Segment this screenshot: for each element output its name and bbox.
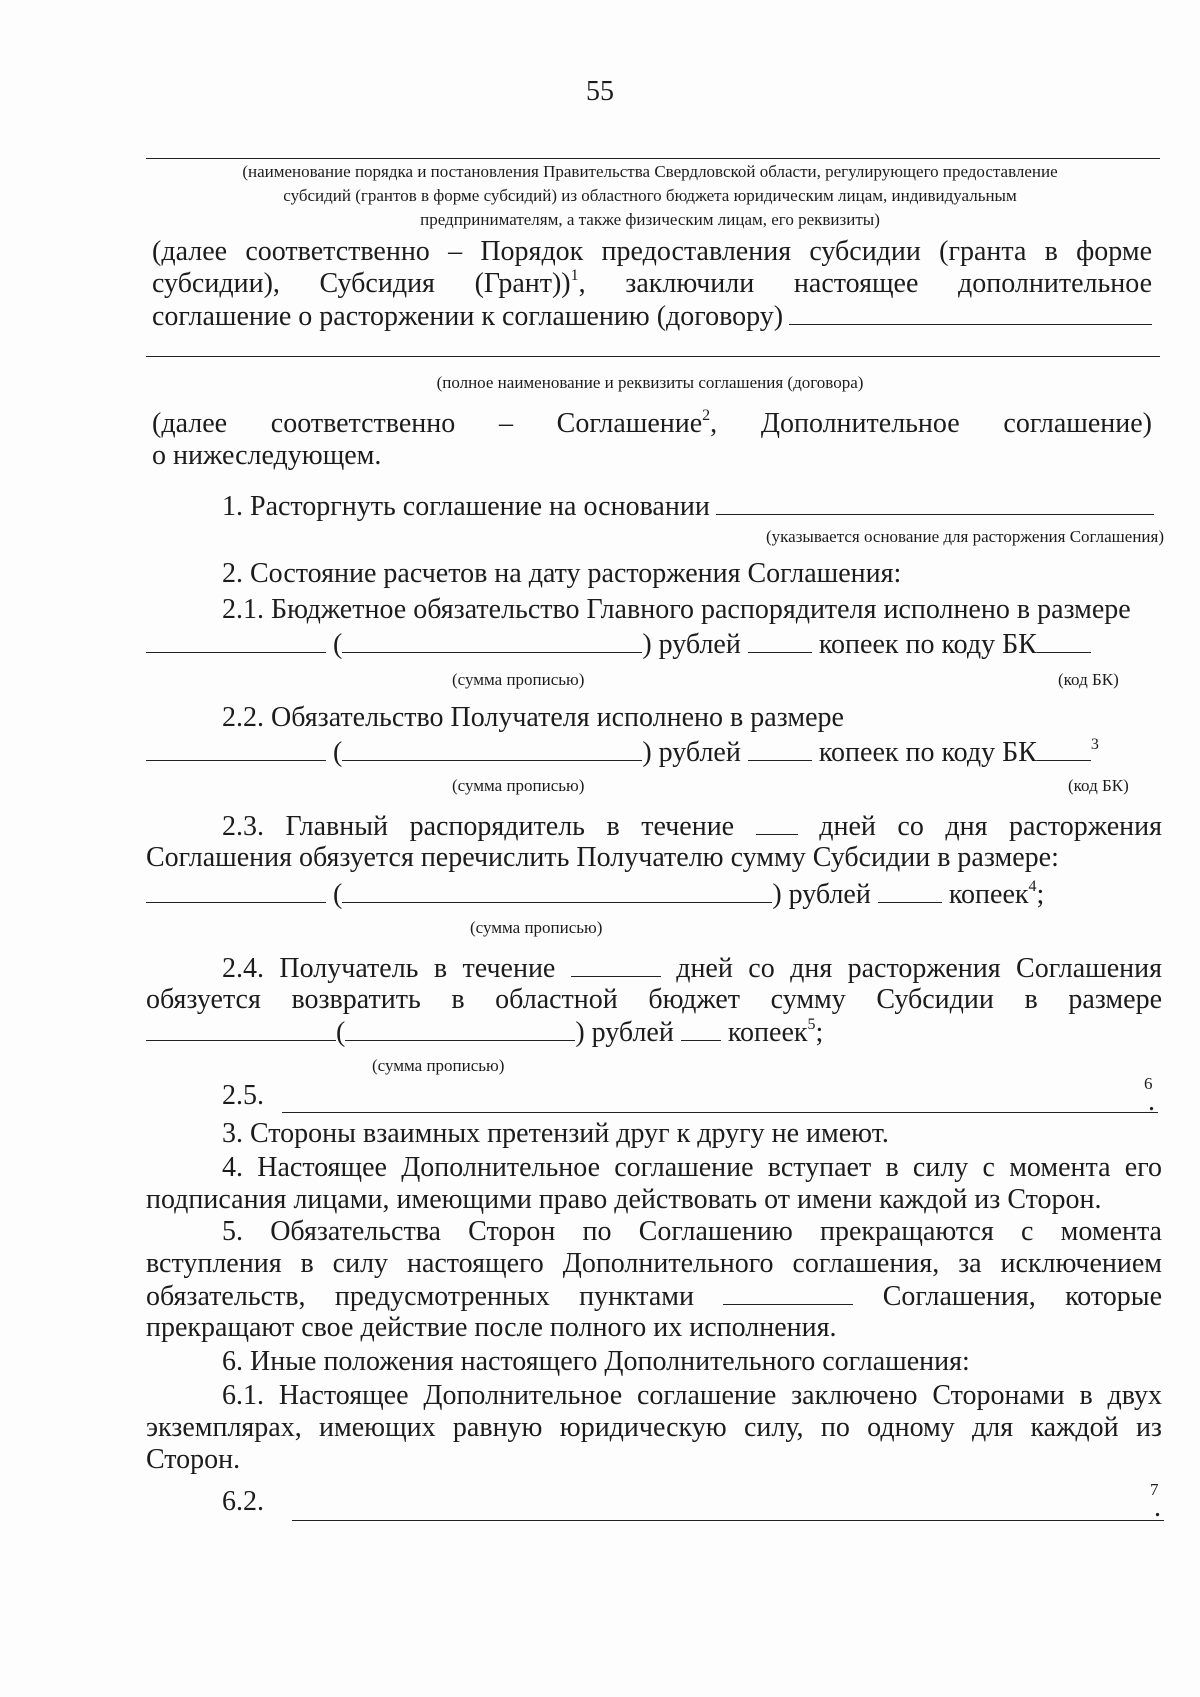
amount-blank <box>146 628 326 653</box>
paragraph-2-1-line-1: 2.1. Бюджетное обязательство Главного распорядителя исполнено в размере <box>222 594 1131 625</box>
paragraph-2-2-caption-sum: (сумма прописью) <box>452 776 585 795</box>
paragraph-2-5-end: . <box>1148 1086 1155 1117</box>
header-rule <box>146 158 1160 159</box>
intro-line-3: соглашение о расторжении к соглашению (договору) <box>152 300 1152 333</box>
header-caption-2: субсидий (грантов в форме субсидий) из областного бюджета юридическим лицам, индивидуальным <box>283 186 1017 205</box>
paragraph-2-3-line-3: ( ) рублей копеек$^4$; <box>146 878 1044 911</box>
footnote-ref-6: 6 <box>1144 1074 1153 1093</box>
paragraph-5-line-2: вступления в силу настоящего Дополнительного соглашения, за исключением <box>146 1248 1162 1279</box>
amount-blank <box>146 1016 336 1041</box>
footnote-ref-4: 4 <box>1028 877 1037 895</box>
footnote-ref-5: 5 <box>807 1015 816 1033</box>
kopecks-blank <box>681 1016 721 1041</box>
days-blank <box>571 952 661 977</box>
paragraph-6-2-end: . <box>1154 1492 1161 1523</box>
paragraph-2-1-caption-kbk: (код БК) <box>1058 670 1119 689</box>
amount-words-blank <box>342 736 642 761</box>
paragraph-2-2-caption-kbk: (код БК) <box>1068 776 1129 795</box>
footnote-ref-2: 2 <box>702 406 711 424</box>
paragraph-4-line-1: 4. Настоящее Дополнительное соглашение вступает в силу с момента его <box>222 1152 1162 1183</box>
paragraph-6: 6. Иные положения настоящего Дополнительного соглашения: <box>222 1346 970 1377</box>
paragraph-2-1-caption-sum: (сумма прописью) <box>452 670 585 689</box>
paragraph-2-1-line-2: ( ) рублей копеек по коду БК <box>146 628 1091 661</box>
paragraph-5-line-4: прекращают свое действие после полного их исполнения. <box>146 1312 837 1343</box>
page-number: 55 <box>586 76 614 107</box>
days-blank <box>756 810 798 835</box>
amount-blank <box>146 736 326 761</box>
intro-line-2: субсидии), Субсидия (Грант))$^1$, заключили настоящее дополнительное <box>152 266 1152 299</box>
paragraph-2-3-line-1: 2.3. Главный распорядитель в течение дней со дня расторжения <box>222 811 1163 842</box>
intro-line-1: (далее соответственно – Порядок предоставления субсидии (гранта в форме <box>152 236 1152 267</box>
after-caption-line-2: о нижеследующем. <box>152 440 382 471</box>
paragraph-2-4-line-2: обязуется возвратить в областной бюджет сумму Субсидии в размере <box>146 984 1162 1015</box>
paragraph-2-2-line-2: ( ) рублей копеек по коду БК $^3$ <box>146 736 1099 769</box>
paragraph-1: 1. Расторгнуть соглашение на основании <box>222 490 1154 523</box>
kbk-blank <box>1037 736 1091 761</box>
basis-blank <box>716 490 1154 515</box>
footnote-ref-1: 1 <box>570 266 579 284</box>
paragraph-1-caption: (указывается основание для расторжения Соглашения) <box>765 527 1164 546</box>
paragraph-4-line-2: подписания лицами, имеющими право действовать от имени каждой из Сторон. <box>146 1184 1102 1215</box>
paragraph-6-2-number: 6.2. <box>222 1486 264 1517</box>
paragraph-2-2-line-1: 2.2. Обязательство Получателя исполнено в размере <box>222 702 844 733</box>
header-caption-3: предпринимателям, а также физическим лицам, его реквизиты) <box>420 210 880 229</box>
paragraph-6-1-line-1: 6.1. Настоящее Дополнительное соглашение заключено Сторонами в двух <box>222 1380 1162 1411</box>
agreement-rule <box>146 356 1160 357</box>
amount-blank <box>146 878 326 903</box>
paragraph-3: 3. Стороны взаимных претензий друг к другу не имеют. <box>222 1118 889 1149</box>
amount-words-blank <box>342 628 642 653</box>
agreement-caption: (полное наименование и реквизиты соглашения (договора) <box>436 373 864 392</box>
paragraph-2-4-line-3: ( ) рублей копеек$^5$; <box>146 1016 823 1049</box>
footnote-ref-3: 3 <box>1090 735 1099 753</box>
paragraph-6-2-blank <box>292 1520 1164 1521</box>
footnote-ref-7: 7 <box>1150 1480 1159 1499</box>
kopecks-blank <box>878 878 942 903</box>
paragraph-6-1-line-2: экземплярах, имеющих равную юридическую силу, по одному для каждой из <box>146 1412 1162 1443</box>
paragraph-2: 2. Состояние расчетов на дату расторжения Соглашения: <box>222 558 902 589</box>
kopecks-blank <box>748 628 812 653</box>
kbk-blank <box>1037 628 1091 653</box>
amount-words-blank <box>342 878 772 903</box>
agreement-blank <box>789 300 1152 325</box>
amount-words-blank <box>345 1016 575 1041</box>
paragraph-5-line-1: 5. Обязательства Сторон по Соглашению прекращаются с момента <box>222 1216 1162 1247</box>
header-caption-1: (наименование порядка и постановления Правительства Свердловской области, регулирующего предоставление <box>242 162 1058 181</box>
paragraph-2-5-blank <box>282 1112 1158 1113</box>
paragraph-2-4-caption-sum: (сумма прописью) <box>372 1056 505 1075</box>
kopecks-blank <box>748 736 812 761</box>
paragraph-2-3-caption-sum: (сумма прописью) <box>470 918 603 937</box>
clauses-blank <box>723 1280 853 1305</box>
paragraph-6-1-line-3: Сторон. <box>146 1444 241 1475</box>
after-caption-line-1: (далее соответственно – Соглашение$^2$, Дополнительное соглашение) <box>152 406 1152 439</box>
paragraph-5-line-3: обязательств, предусмотренных пунктами Соглашения, которые <box>146 1281 1163 1312</box>
paragraph-2-3-line-2: Соглашения обязуется перечислить Получателю сумму Субсидии в размере: <box>146 842 1059 873</box>
paragraph-2-4-line-1: 2.4. Получатель в течение дней со дня расторжения Соглашения <box>222 953 1162 984</box>
paragraph-2-5-number: 2.5. <box>222 1080 264 1111</box>
